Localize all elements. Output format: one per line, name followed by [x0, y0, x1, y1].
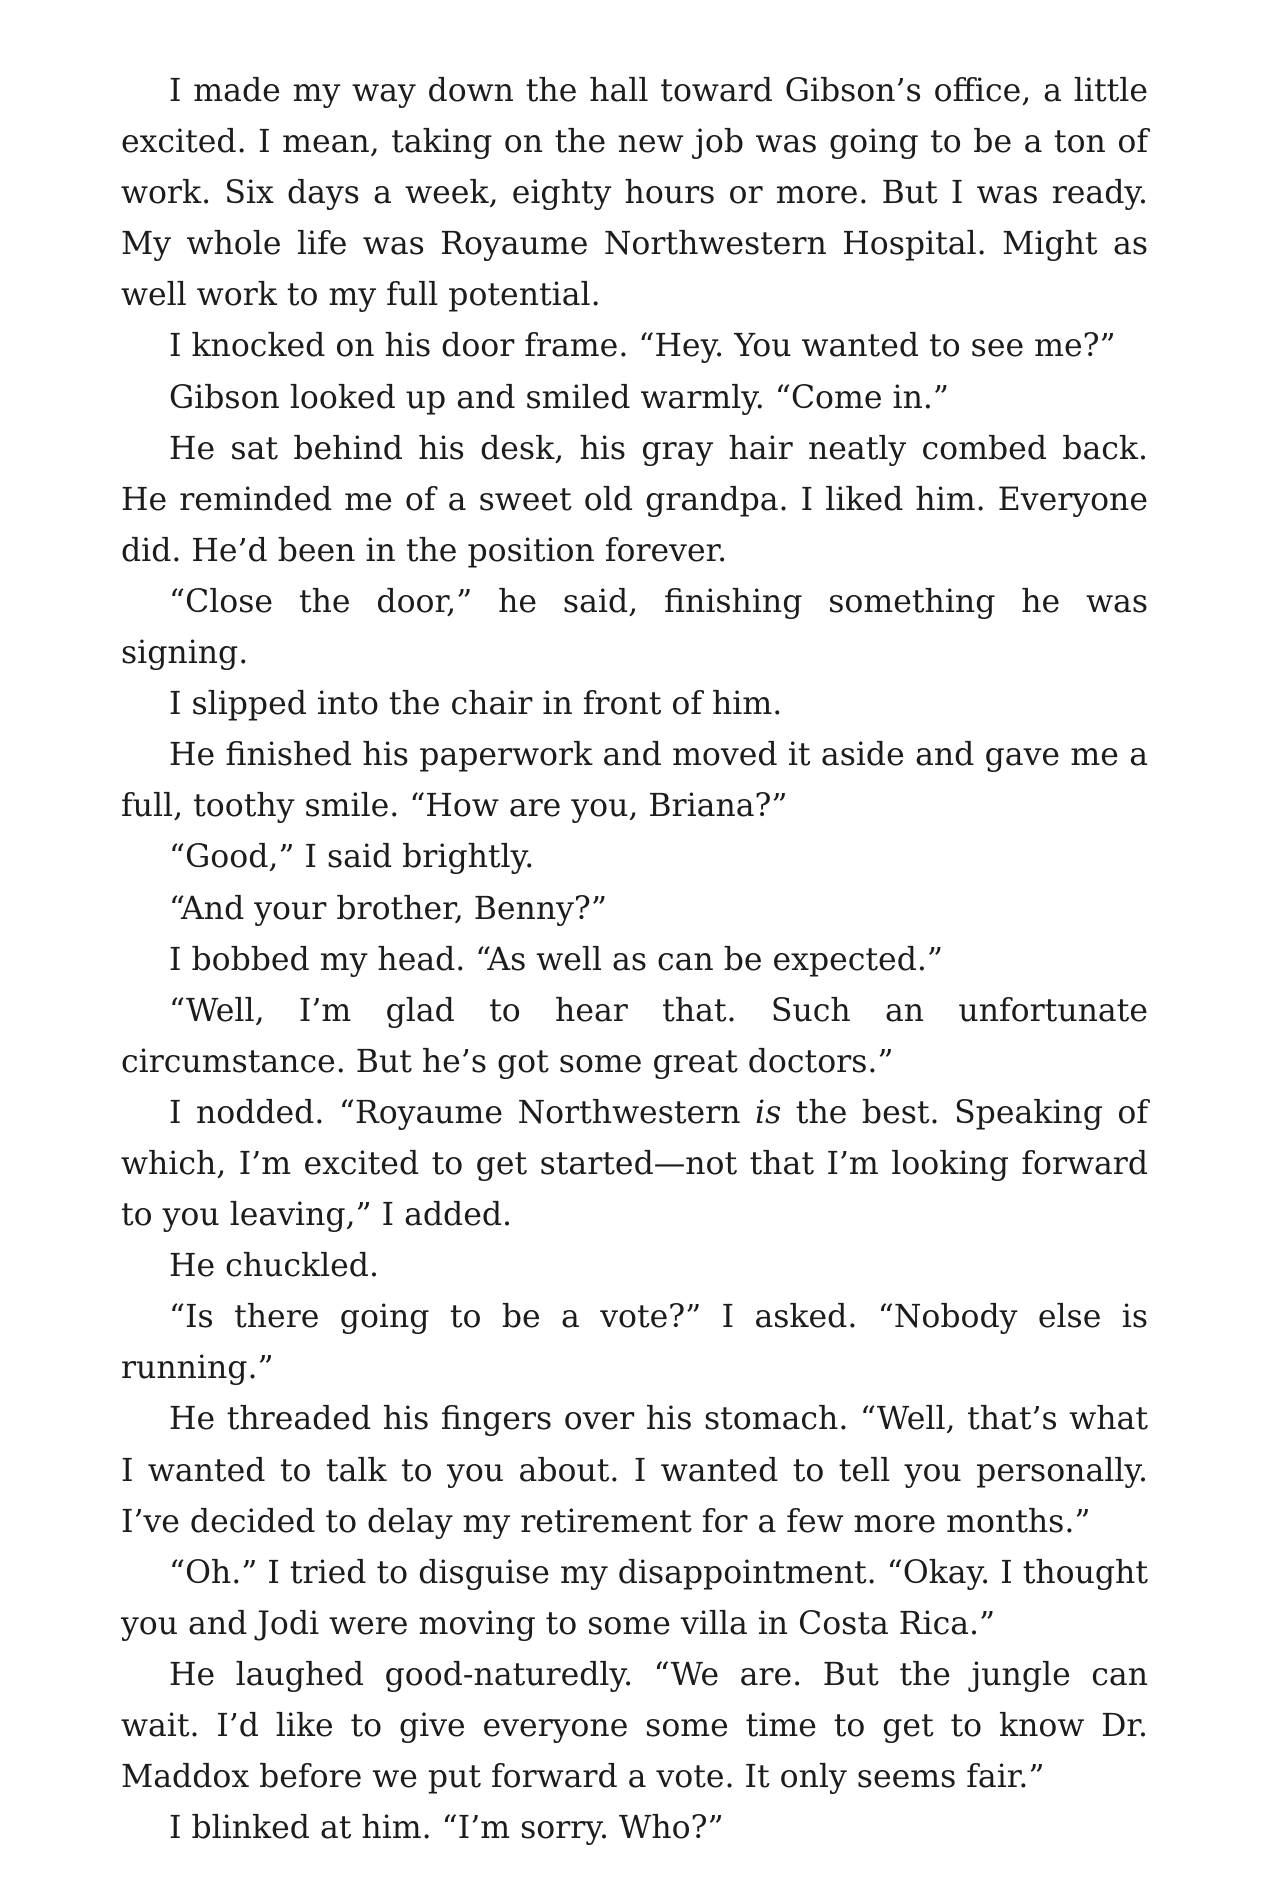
paragraph: He finished his paperwork and moved it aside and gave me a full, toothy smile. “How are you, Briana?” [121, 737, 1148, 825]
paragraph: I knocked on his door frame. “Hey. You wanted to see me?” [169, 328, 1116, 365]
paragraph: I blinked at him. “I’m sorry. Who?” [169, 1810, 724, 1847]
paragraph: He chuckled. [169, 1248, 379, 1285]
paragraph: “Oh.” I tried to disguise my disappointment. “Okay. I thought you and Jodi were moving to some villa in Costa Rica.” [121, 1554, 1148, 1642]
paragraph: “Well, I’m glad to hear that. Such an unfortunate circumstance. But he’s got some great doctors.” [121, 992, 1148, 1080]
paragraph: He sat behind his desk, his gray hair neatly combed back. He reminded me of a sweet old grandpa. I liked him. Everyone did. He’d been in the position forever. [121, 430, 1148, 569]
paragraph: Gibson looked up and smiled warmly. “Come in.” [169, 379, 950, 416]
paragraph: “Good,” I said brightly. [169, 839, 535, 876]
paragraph-with-emphasis [121, 1088, 1148, 1241]
paragraph: I slipped into the chair in front of him. [169, 686, 783, 723]
paragraph: “And your brother, Benny?” [169, 890, 607, 927]
paragraph: He threaded his fingers over his stomach. “Well, that’s what I wanted to talk to you about. I wanted to tell you personally. I’ve decided to delay my retirement for a few more months.” [121, 1401, 1148, 1540]
paragraph: He laughed good-naturedly. “We are. But the jungle can wait. I’d like to give everyone some time to get to know Dr. Maddox before we put forward a vote. It only seems fair.” [121, 1656, 1148, 1796]
paragraph: I made my way down the hall toward Gibson’s office, a little excited. I mean, taking on the new job was going to be a ton of work. Six days a week, eighty hours or more. But I was ready. My whole life was Royaume Northwestern Hospital. Might as well work to my full potential. [121, 73, 1148, 314]
paragraph: “Close the door,” he said, finishing something he was signing. [121, 583, 1148, 672]
paragraph: I bobbed my head. “As well as can be expected.” [169, 941, 943, 978]
paragraph: “Is there going to be a vote?” I asked. “Nobody else is running.” [121, 1299, 1148, 1387]
emphasized-word: is [755, 1094, 782, 1131]
book-page [121, 66, 1148, 1854]
paragraph-text-before-emphasis: I nodded. “Royaume Northwestern [169, 1094, 756, 1131]
paragraph-text-after-emphasis: the best. Speaking of which, I’m excited to get started—not that I’m looking forward to you leaving,” I added. [121, 1094, 1148, 1234]
